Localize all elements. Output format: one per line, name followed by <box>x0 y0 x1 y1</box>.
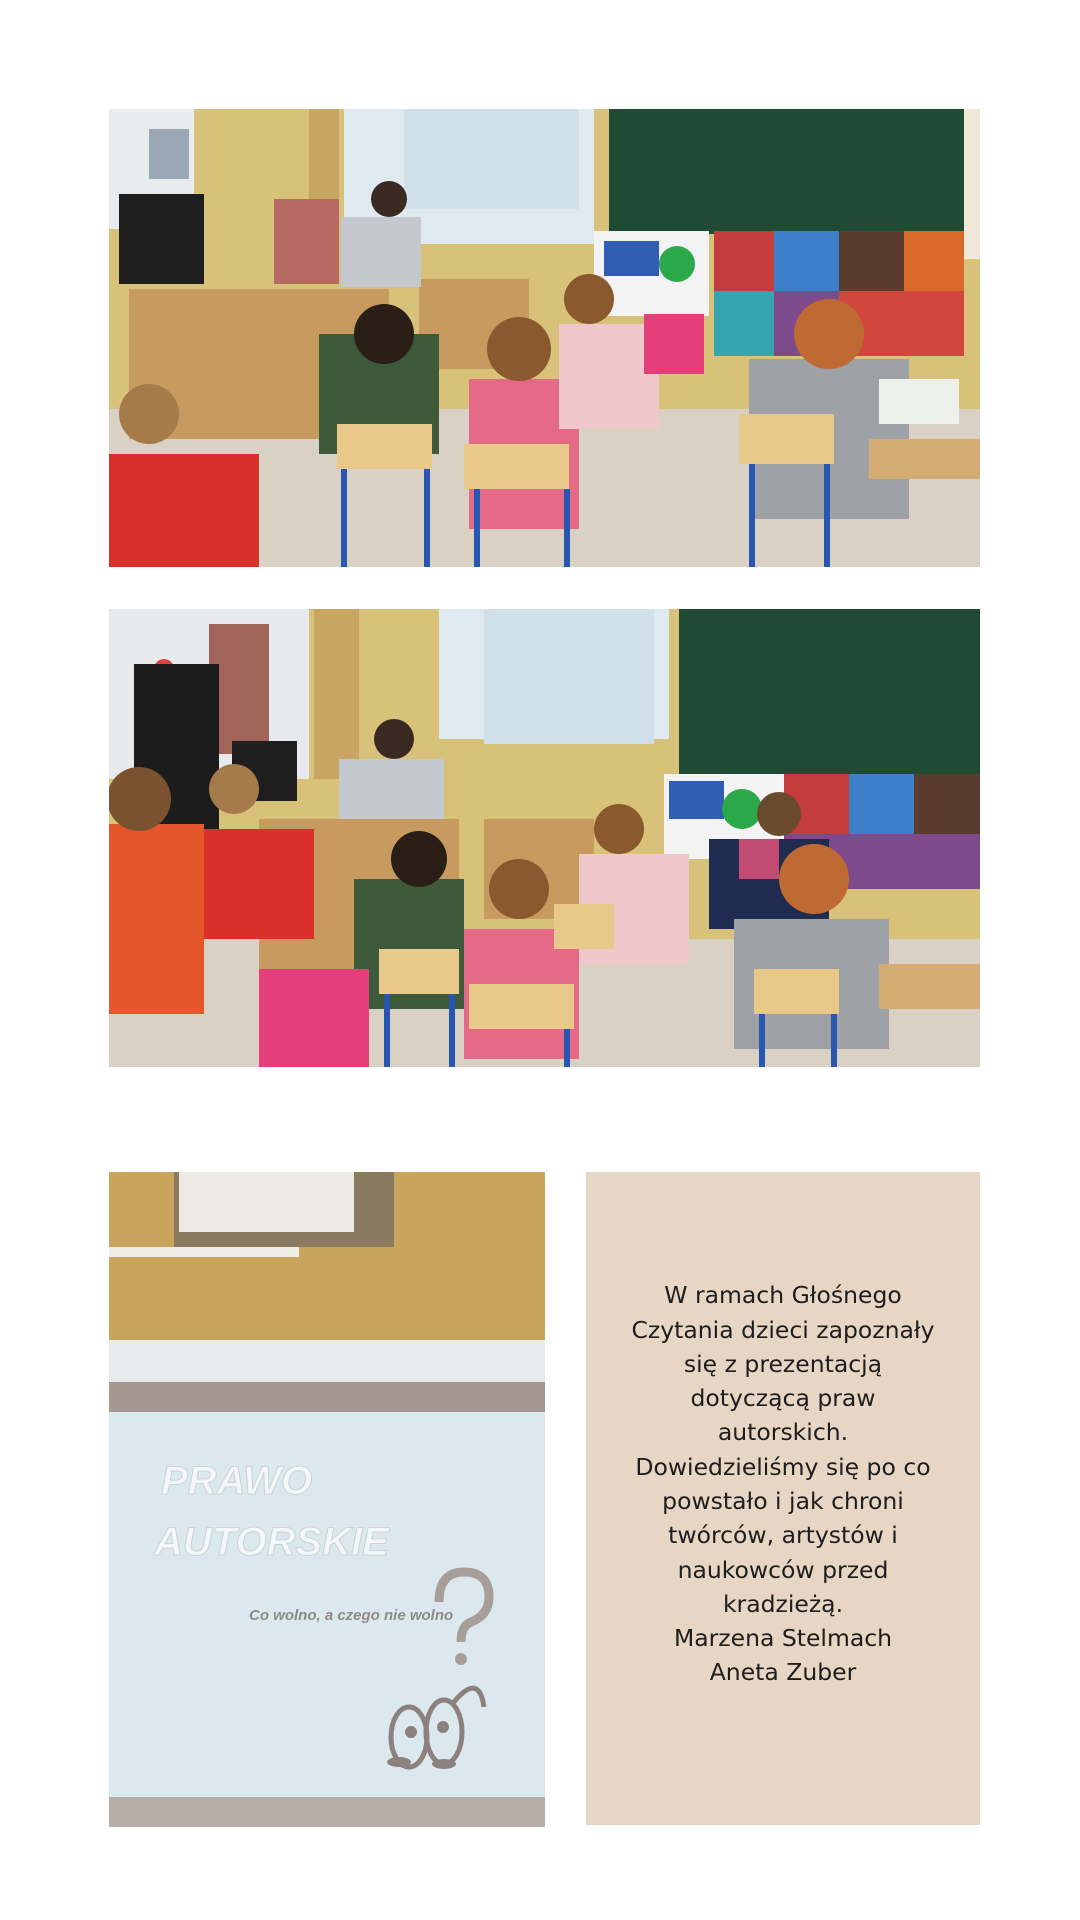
projection-title-line2: AUTORSKIE <box>154 1520 389 1564</box>
info-card <box>586 1172 980 1825</box>
projection-title-line1: PRAWO <box>161 1459 313 1503</box>
classroom-photo-1 <box>109 109 980 567</box>
info-card-text: W ramach Głośnego Czytania dzieci zapoznały się z prezentacją dotyczącą praw autorskich. Dowiedzieliśmy się po co powstało i jak chroni twórców, artystów i naukowców przed kradzieżą. Marzena Stelmach Aneta Zuber <box>631 1281 935 1687</box>
projection-subtitle: Co wolno, a czego nie wolno <box>249 1607 454 1624</box>
projection-photo <box>109 1172 545 1827</box>
classroom-photo-2 <box>109 609 980 1067</box>
